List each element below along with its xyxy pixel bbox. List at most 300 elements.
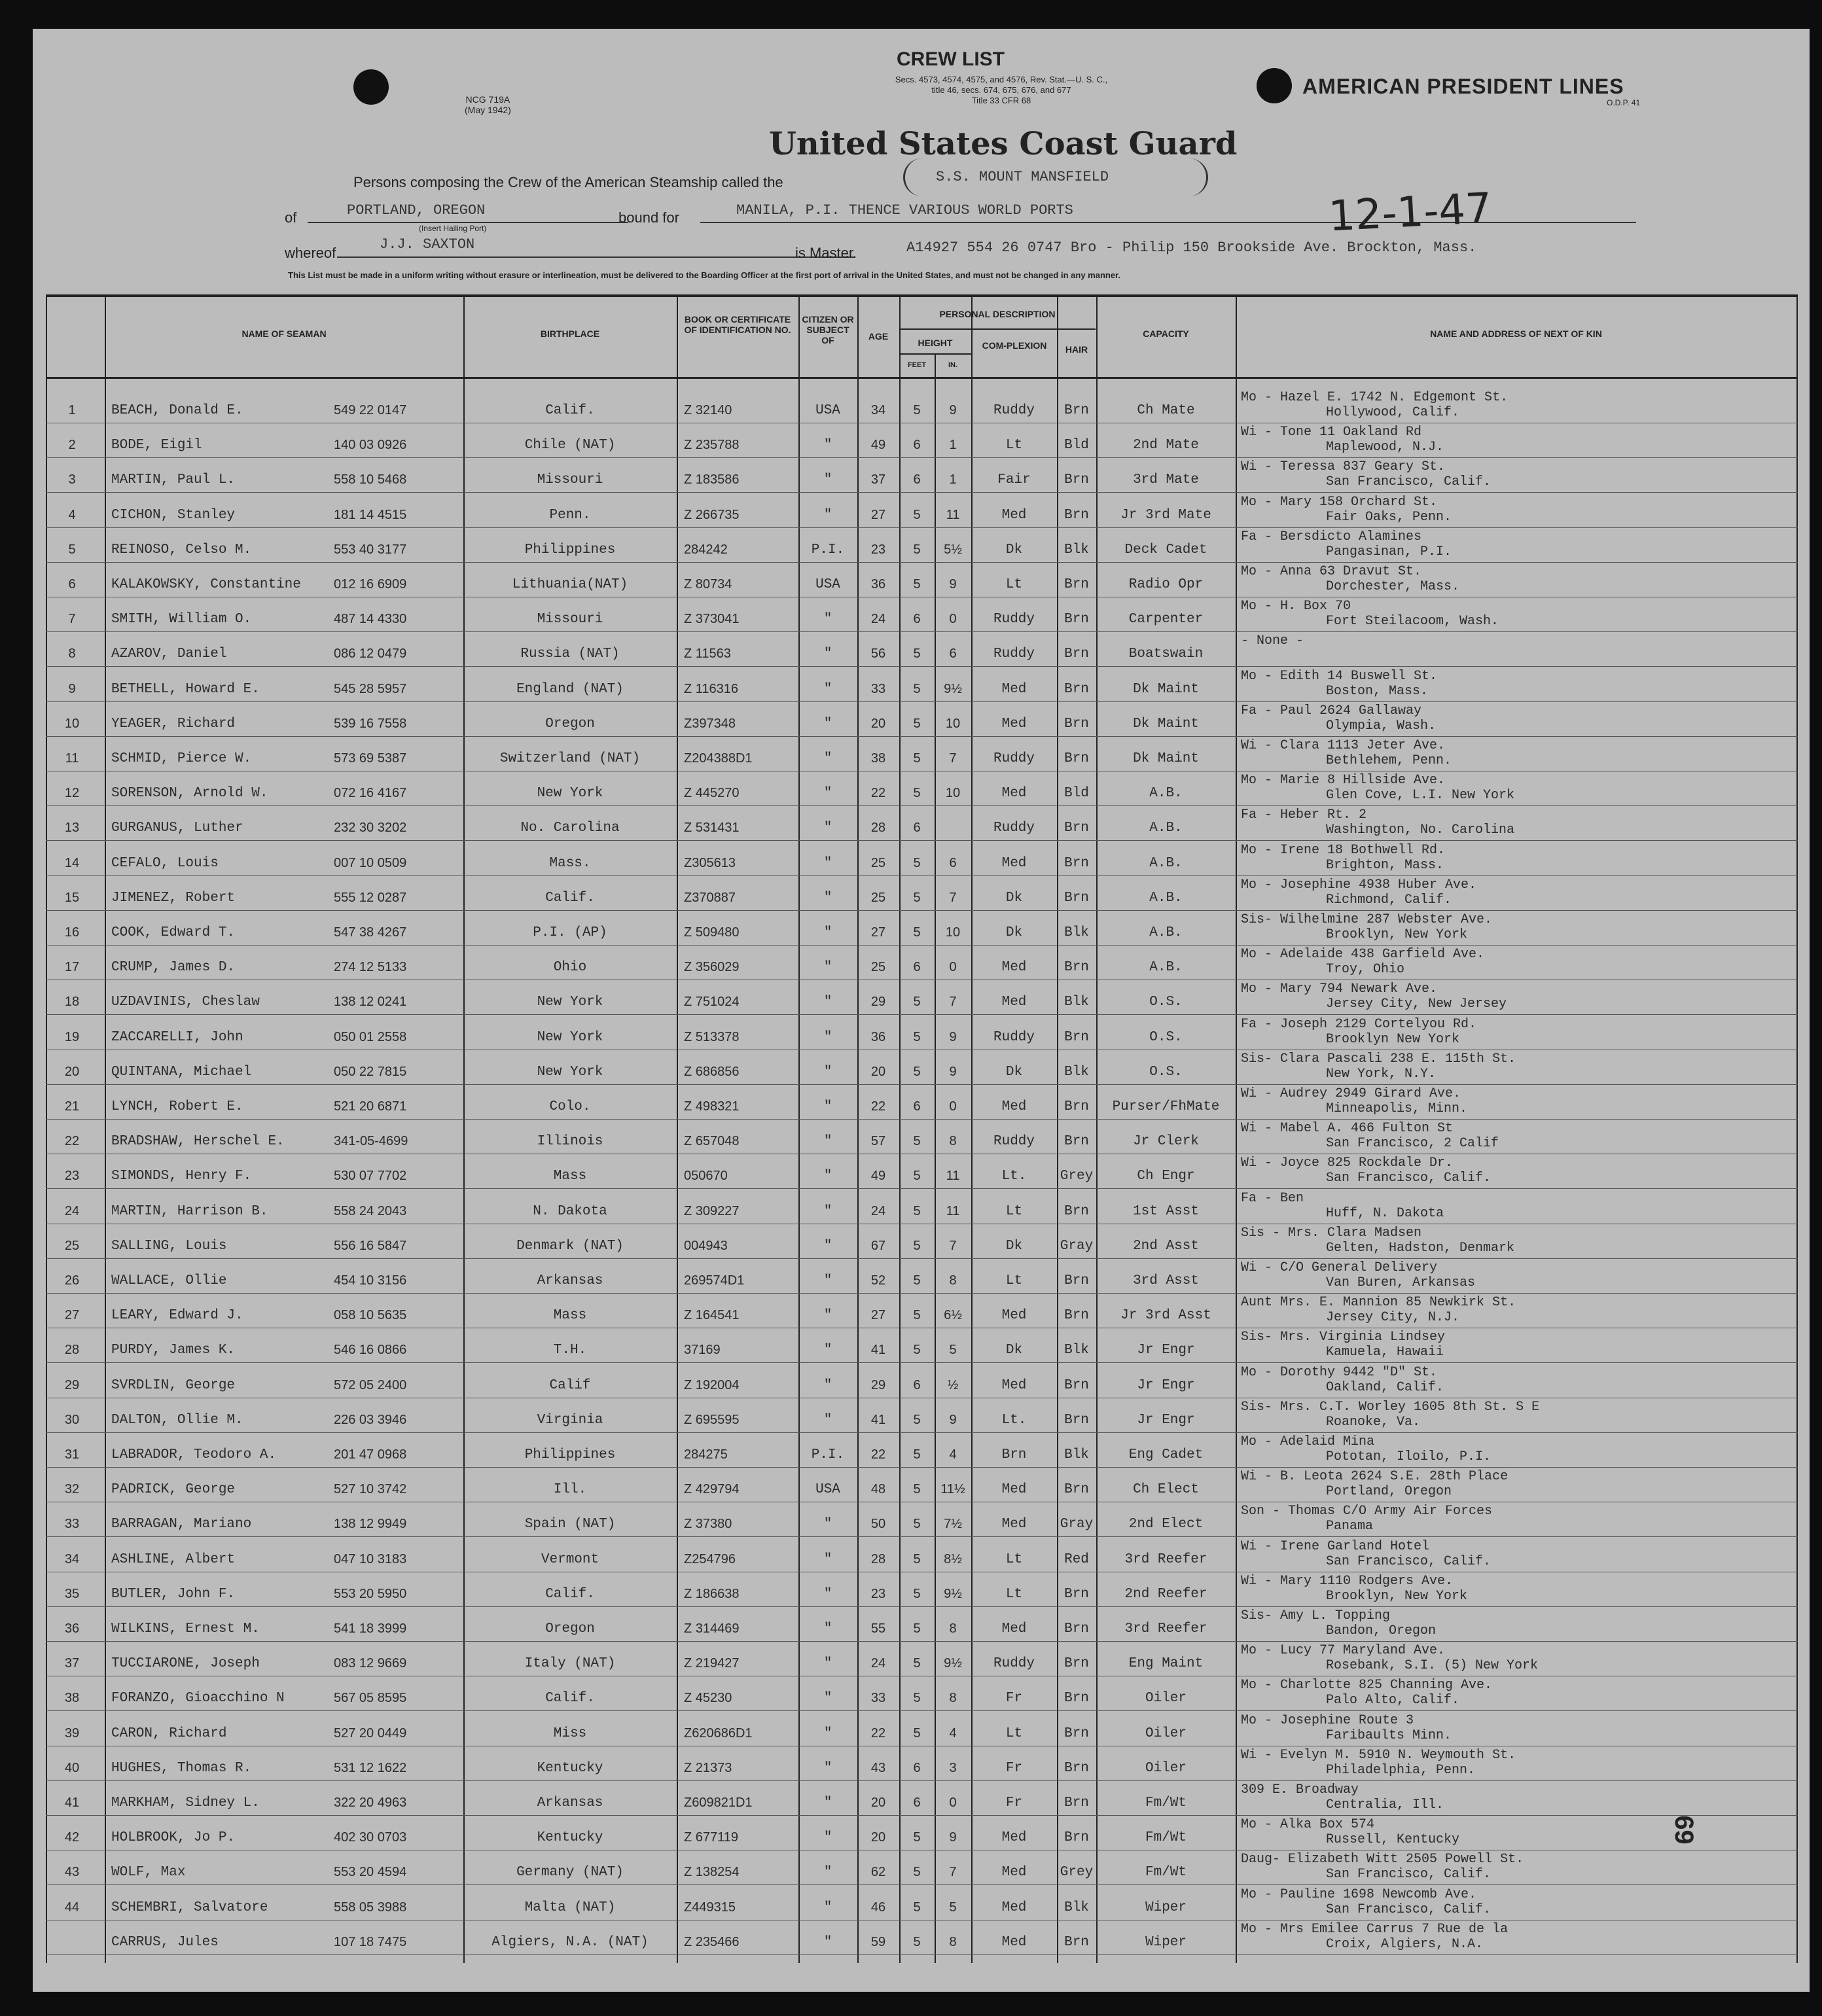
hair: Brn — [1064, 1412, 1089, 1428]
master-details: A14927 554 26 0747 Bro - Philip 150 Brookside Ave. Brockton, Mass. — [906, 239, 1477, 256]
seaman-name: JIMENEZ, Robert — [111, 890, 236, 906]
height-inches: 8 — [949, 1621, 957, 1636]
row-number: 16 — [64, 925, 80, 940]
height-feet: 5 — [913, 1447, 921, 1462]
age: 23 — [870, 1586, 886, 1601]
birthplace: England (NAT) — [516, 681, 624, 697]
capacity: Ch Elect — [1133, 1482, 1199, 1498]
height-feet: 5 — [913, 1934, 921, 1949]
height-inches: 0 — [949, 960, 957, 975]
seaman-ssn: 322 20 4963 — [334, 1795, 407, 1810]
birthplace: Illinois — [537, 1134, 603, 1150]
next-of-kin-line1: Wi - Joyce 825 Rockdale Dr. — [1241, 1156, 1454, 1171]
height-feet: 5 — [913, 1343, 921, 1358]
citizenship: " — [823, 1551, 832, 1567]
certificate-number: Z620686D1 — [684, 1725, 753, 1741]
complexion: Dk — [1005, 1238, 1023, 1254]
height-inches: 9½ — [944, 1656, 962, 1671]
seaman-name: CRUMP, James D. — [111, 960, 236, 976]
hair: Blk — [1064, 542, 1089, 557]
next-of-kin-line2: Brighton, Mass. — [1326, 857, 1444, 873]
certificate-number: Z 37380 — [684, 1517, 732, 1532]
capacity: 2nd Elect — [1128, 1517, 1204, 1532]
complexion: Med — [1001, 1900, 1027, 1915]
birthplace: Italy (NAT) — [524, 1656, 616, 1672]
citizenship: " — [823, 1725, 832, 1741]
row-number: 20 — [64, 1064, 80, 1079]
complexion: Lt — [1005, 1273, 1023, 1288]
capacity: Oiler — [1145, 1691, 1187, 1707]
seaman-ssn: 274 12 5133 — [334, 960, 407, 975]
birthplace: Penn. — [549, 507, 591, 523]
capacity: Dk Maint — [1133, 681, 1199, 697]
citizenship: " — [823, 1795, 832, 1811]
seaman-ssn: 527 20 0449 — [334, 1725, 407, 1741]
height-inches: 9 — [949, 1830, 957, 1845]
birthplace: Vermont — [541, 1551, 599, 1567]
row-number: 31 — [64, 1447, 80, 1462]
personal-sub-divider — [899, 328, 1096, 330]
height-inches: 6 — [949, 855, 957, 870]
citizenship: " — [823, 1656, 832, 1672]
hair: Gray — [1060, 1238, 1094, 1254]
birthplace: Kentucky — [537, 1760, 603, 1776]
row-rule — [46, 736, 1798, 737]
height-feet: 6 — [913, 438, 921, 453]
col-header-book: BOOK OR CERTIFICATE OF IDENTIFICATION NO. — [684, 314, 791, 335]
next-of-kin-line1: Wi - C/O General Delivery — [1241, 1260, 1438, 1275]
header-bottom-border — [46, 377, 1798, 379]
height-inches: 0 — [949, 1795, 957, 1810]
height-inches: 0 — [949, 1099, 957, 1114]
complexion: Fair — [997, 472, 1031, 488]
next-of-kin-line2: Rosebank, S.I. (5) New York — [1326, 1658, 1539, 1674]
height-inches: 11 — [946, 1203, 960, 1218]
seaman-name: HOLBROOK, Jo P. — [111, 1830, 236, 1846]
certificate-number: Z 32140 — [684, 403, 732, 417]
certificate-number: 37169 — [684, 1343, 721, 1358]
row-rule — [46, 1884, 1798, 1885]
height-inches: 4 — [949, 1447, 957, 1462]
birthplace: Philippines — [524, 542, 616, 557]
next-of-kin-line1: 309 E. Broadway — [1241, 1782, 1359, 1797]
next-of-kin-line2: Dorchester, Mass. — [1326, 579, 1460, 594]
row-rule — [46, 1536, 1798, 1537]
next-of-kin-line2: Glen Cove, L.I. New York — [1326, 788, 1515, 804]
capacity: 1st Asst — [1133, 1203, 1199, 1219]
seaman-ssn: 487 14 4330 — [334, 612, 407, 627]
complexion: Ruddy — [993, 1029, 1035, 1045]
row-rule — [46, 562, 1798, 563]
seaman-name: BODE, Eigil — [111, 438, 202, 453]
certificate-number: Z 356029 — [684, 960, 740, 975]
certificate-number: Z 235466 — [684, 1934, 740, 1949]
form-title: CREW LIST — [897, 48, 1005, 70]
certificate-number: 284275 — [684, 1447, 728, 1462]
row-number: 10 — [64, 716, 80, 731]
certificate-number: Z 80734 — [684, 577, 732, 592]
hair: Brn — [1064, 507, 1089, 523]
next-of-kin-line2: San Francisco, Calif. — [1326, 1553, 1492, 1569]
col-divider — [105, 294, 106, 1963]
seaman-ssn: 083 12 9669 — [334, 1656, 407, 1671]
seaman-name: CEFALO, Louis — [111, 855, 219, 871]
col-header-capacity: CAPACITY — [1143, 328, 1189, 339]
certificate-number: Z370887 — [684, 890, 736, 905]
complexion: Dk — [1005, 542, 1023, 557]
height-feet: 5 — [913, 1308, 921, 1323]
birthplace: New York — [537, 1064, 603, 1080]
next-of-kin-line2: Portland, Oregon — [1326, 1484, 1452, 1500]
citizenship: " — [823, 1691, 832, 1707]
seaman-name: MARKHAM, Sidney L. — [111, 1795, 260, 1811]
complexion: Ruddy — [993, 821, 1035, 836]
statute-line: title 46, secs. 674, 675, 676, and 677 — [931, 85, 1071, 95]
hair: Brn — [1064, 1656, 1089, 1672]
capacity: Dk Maint — [1133, 716, 1199, 732]
capacity: Radio Opr — [1128, 577, 1204, 592]
complexion: Med — [1001, 1377, 1027, 1393]
crew-table — [46, 294, 1798, 1963]
master-label: is Master. — [795, 245, 857, 261]
hair: Brn — [1064, 716, 1089, 732]
age: 25 — [870, 960, 886, 975]
seaman-name: BEACH, Donald E. — [111, 403, 243, 418]
next-of-kin-line1: Son - Thomas C/O Army Air Forces — [1241, 1504, 1493, 1519]
citizenship: " — [823, 681, 832, 697]
punch-hole — [1257, 68, 1292, 103]
row-number: 44 — [64, 1900, 80, 1915]
row-number: 32 — [64, 1482, 80, 1497]
height-feet: 5 — [913, 855, 921, 870]
ship-name: S.S. MOUNT MANSFIELD — [936, 169, 1109, 185]
next-of-kin-line1: Daug- Elizabeth Witt 2505 Powell St. — [1241, 1852, 1524, 1867]
row-number: 4 — [68, 507, 76, 522]
complexion: Med — [1001, 1830, 1027, 1846]
seaman-ssn: 541 18 3999 — [334, 1621, 407, 1636]
complexion: Fr — [1005, 1795, 1023, 1811]
citizenship: " — [823, 1760, 832, 1776]
next-of-kin-line1: Mo - Mary 794 Newark Ave. — [1241, 981, 1438, 997]
certificate-number: Z 657048 — [684, 1134, 740, 1149]
birthplace: Malta (NAT) — [524, 1900, 616, 1915]
next-of-kin-line1: Mo - H. Box 70 — [1241, 599, 1351, 614]
row-number: 2 — [68, 438, 76, 453]
row-number: 22 — [64, 1134, 80, 1149]
height-feet: 5 — [913, 1134, 921, 1149]
complexion: Med — [1001, 681, 1027, 697]
height-inches: 9 — [949, 403, 957, 417]
citizenship: " — [823, 1865, 832, 1881]
birthplace: Kentucky — [537, 1830, 603, 1846]
seaman-name: TUCCIARONE, Joseph — [111, 1656, 260, 1672]
row-number: 19 — [64, 1029, 80, 1044]
height-inches: 5 — [949, 1343, 957, 1358]
seaman-ssn: 555 12 0287 — [334, 890, 407, 905]
certificate-number: Z 138254 — [684, 1865, 740, 1880]
seaman-ssn: 553 20 4594 — [334, 1865, 407, 1880]
next-of-kin-line2: Fair Oaks, Penn. — [1326, 509, 1452, 525]
seaman-ssn: 086 12 0479 — [334, 646, 407, 662]
height-inches: 7 — [949, 995, 957, 1010]
next-of-kin-line1: Mo - Mary 158 Orchard St. — [1241, 494, 1438, 510]
capacity: Fm/Wt — [1145, 1795, 1187, 1811]
age: 49 — [870, 1169, 886, 1184]
height-feet: 5 — [913, 1586, 921, 1601]
next-of-kin-line2: Maplewood, N.J. — [1326, 440, 1444, 455]
capacity: Deck Cadet — [1124, 542, 1207, 557]
age: 22 — [870, 786, 886, 801]
age: 27 — [870, 925, 886, 940]
complexion: Lt — [1005, 1551, 1023, 1567]
height-feet: 5 — [913, 1064, 921, 1079]
height-feet: 6 — [913, 1377, 921, 1392]
next-of-kin-line1: Wi - Clara 1113 Jeter Ave. — [1241, 738, 1446, 753]
age: 41 — [870, 1412, 886, 1427]
height-inches: 1 — [949, 438, 957, 453]
handwritten-date: 12-1-47 — [1327, 184, 1493, 241]
next-of-kin-line1: Mo - Josephine 4938 Huber Ave. — [1241, 877, 1477, 893]
row-number: 26 — [64, 1273, 80, 1288]
next-of-kin-line1: Mo - Adelaide 438 Garfield Ave. — [1241, 947, 1485, 963]
capacity: 3rd Reefer — [1124, 1551, 1207, 1567]
capacity: Ch Mate — [1137, 403, 1195, 418]
citizenship: " — [823, 995, 832, 1010]
seaman-name: MARTIN, Paul L. — [111, 472, 236, 488]
capacity: A.B. — [1149, 890, 1183, 906]
next-of-kin-line2: Jersey City, N.J. — [1326, 1310, 1460, 1326]
next-of-kin-line2: Jersey City, New Jersey — [1326, 997, 1507, 1012]
row-rule — [46, 527, 1798, 528]
row-number: 41 — [64, 1795, 80, 1810]
citizenship: " — [823, 1134, 832, 1150]
seaman-name: QUINTANA, Michael — [111, 1064, 252, 1080]
row-rule — [46, 1188, 1798, 1189]
certificate-number: Z 192004 — [684, 1377, 740, 1392]
height-feet: 5 — [913, 1725, 921, 1741]
height-feet: 5 — [913, 646, 921, 662]
next-of-kin-line1: Fa - Heber Rt. 2 — [1241, 807, 1367, 823]
age: 38 — [870, 751, 886, 766]
row-rule — [46, 1119, 1798, 1120]
next-of-kin-line2: Van Buren, Arkansas — [1326, 1275, 1476, 1290]
row-rule — [46, 1362, 1798, 1363]
next-of-kin-line1: Mo - Anna 63 Dravut St. — [1241, 564, 1422, 579]
table-top-border — [46, 294, 1798, 297]
next-of-kin-line2: San Francisco, Calif. — [1326, 474, 1492, 490]
complexion: Brn — [1001, 1447, 1027, 1462]
col-header-personal: PERSONAL DESCRIPTION — [939, 309, 1056, 319]
height-feet: 5 — [913, 995, 921, 1010]
row-number: 7 — [68, 612, 76, 627]
height-feet: 6 — [913, 612, 921, 627]
citizenship: " — [823, 646, 832, 662]
seaman-name: BRADSHAW, Herschel E. — [111, 1134, 285, 1150]
row-rule — [46, 1606, 1798, 1607]
capacity: Jr Engr — [1137, 1412, 1195, 1428]
capacity: Boatswain — [1128, 646, 1204, 662]
certificate-number: Z254796 — [684, 1551, 736, 1566]
hair: Blk — [1064, 995, 1089, 1010]
certificate-number: Z 509480 — [684, 925, 740, 940]
col-divider — [1796, 294, 1798, 1963]
height-inches: 7 — [949, 751, 957, 766]
seaman-ssn: 181 14 4515 — [334, 507, 407, 522]
capacity: Ch Engr — [1137, 1169, 1195, 1184]
age: 33 — [870, 681, 886, 696]
seaman-ssn: 402 30 0703 — [334, 1830, 407, 1845]
age: 20 — [870, 716, 886, 731]
height-inches: 9 — [949, 1064, 957, 1079]
seaman-ssn: 007 10 0509 — [334, 855, 407, 870]
hair: Brn — [1064, 1482, 1089, 1498]
certificate-number: Z 186638 — [684, 1586, 740, 1601]
next-of-kin-line1: Mo - Mrs Emilee Carrus 7 Rue de la — [1241, 1921, 1509, 1937]
next-of-kin-line2: San Francisco, Calif. — [1326, 1171, 1492, 1186]
next-of-kin-line2: Minneapolis, Minn. — [1326, 1101, 1468, 1116]
seaman-ssn: 567 05 8595 — [334, 1691, 407, 1706]
hair: Brn — [1064, 681, 1089, 697]
row-number: 21 — [64, 1099, 80, 1114]
certificate-number: Z 235788 — [684, 438, 740, 453]
age: 52 — [870, 1273, 886, 1288]
capacity: A.B. — [1149, 925, 1183, 940]
seaman-ssn: 050 01 2558 — [334, 1029, 407, 1044]
height-feet: 6 — [913, 1099, 921, 1114]
next-of-kin-line2: San Francisco, Calif. — [1326, 1901, 1492, 1917]
seaman-name: BARRAGAN, Mariano — [111, 1517, 252, 1532]
birthplace: Calif. — [545, 1586, 595, 1602]
next-of-kin-line2: San Francisco, Calif. — [1326, 1867, 1492, 1883]
row-rule — [46, 1258, 1798, 1259]
birthplace: Miss — [553, 1725, 587, 1741]
hair: Brn — [1064, 612, 1089, 628]
next-of-kin-line1: Wi - Audrey 2949 Girard Ave. — [1241, 1086, 1461, 1101]
height-inches: 6½ — [944, 1308, 962, 1323]
row-number: 12 — [64, 786, 80, 801]
citizenship: " — [823, 960, 832, 976]
row-number: 28 — [64, 1343, 80, 1358]
height-inches: 7 — [949, 890, 957, 905]
next-of-kin-line1: Fa - Bersdicto Alamines — [1241, 529, 1422, 544]
certificate-number: Z 498321 — [684, 1099, 740, 1114]
birthplace: Mass — [553, 1169, 587, 1184]
birthplace: Arkansas — [537, 1273, 603, 1288]
complexion: Med — [1001, 1482, 1027, 1498]
row-number: 17 — [64, 960, 80, 975]
punch-hole — [353, 69, 389, 105]
age: 24 — [870, 1203, 886, 1218]
row-number: 25 — [64, 1238, 80, 1253]
seaman-name: SALLING, Louis — [111, 1238, 227, 1254]
citizenship: " — [823, 1517, 832, 1532]
complexion: Fr — [1005, 1691, 1023, 1707]
row-rule — [46, 1641, 1798, 1642]
age: 20 — [870, 1830, 886, 1845]
complexion: Dk — [1005, 890, 1023, 906]
height-inches: 7½ — [944, 1517, 962, 1532]
form-number-code: NCG 719A — [465, 94, 510, 105]
hair: Blk — [1064, 1900, 1089, 1915]
certificate-number: Z397348 — [684, 716, 736, 731]
seaman-ssn: 012 16 6909 — [334, 577, 407, 592]
height-inches: 8 — [949, 1934, 957, 1949]
height-feet: 5 — [913, 1691, 921, 1706]
row-rule — [46, 1815, 1798, 1816]
certificate-number: Z 445270 — [684, 786, 740, 801]
birthplace: Calif. — [545, 403, 595, 418]
height-inches: 8 — [949, 1691, 957, 1706]
seaman-ssn: 047 10 3183 — [334, 1551, 407, 1566]
height-feet: 5 — [913, 542, 921, 557]
row-number: 1 — [68, 403, 76, 417]
seaman-ssn: 140 03 0926 — [334, 438, 407, 453]
seaman-name: YEAGER, Richard — [111, 716, 236, 732]
capacity: O.S. — [1149, 1064, 1183, 1080]
hair: Brn — [1064, 1934, 1089, 1950]
birthplace: Ill. — [553, 1482, 587, 1498]
seaman-name: WALLACE, Ollie — [111, 1273, 227, 1288]
age: 62 — [870, 1865, 886, 1880]
capacity: Oiler — [1145, 1760, 1187, 1776]
capacity: Jr 3rd Asst — [1120, 1308, 1211, 1324]
complexion: Lt. — [1001, 1412, 1027, 1428]
seaman-name: LYNCH, Robert E. — [111, 1099, 243, 1114]
citizenship: " — [823, 1203, 832, 1219]
seaman-name: LABRADOR, Teodoro A. — [111, 1447, 277, 1462]
citizenship: " — [823, 1273, 832, 1288]
next-of-kin-line1: Wi - Teressa 837 Geary St. — [1241, 459, 1446, 475]
citizenship: " — [823, 1830, 832, 1846]
next-of-kin-line2: Troy, Ohio — [1326, 962, 1405, 978]
age: 25 — [870, 855, 886, 870]
citizenship: " — [823, 507, 832, 523]
certificate-number: Z204388D1 — [684, 751, 753, 766]
birthplace: Spain (NAT) — [524, 1517, 616, 1532]
capacity: A.B. — [1149, 855, 1183, 871]
next-of-kin-line2: Bandon, Oregon — [1326, 1623, 1437, 1638]
row-rule — [46, 1432, 1798, 1433]
height-inches: 1 — [949, 472, 957, 487]
next-of-kin-line2: Brooklyn, New York — [1326, 1588, 1468, 1604]
citizenship: " — [823, 472, 832, 488]
complexion: Med — [1001, 855, 1027, 871]
certificate-number: Z 21373 — [684, 1760, 732, 1775]
height-feet: 5 — [913, 786, 921, 801]
row-rule — [46, 875, 1798, 876]
next-of-kin-line1: Sis- Mrs. Virginia Lindsey — [1241, 1330, 1446, 1345]
next-of-kin-line1: Wi - Irene Garland Hotel — [1241, 1538, 1430, 1554]
statute-reference — [818, 75, 1185, 106]
citizenship: " — [823, 1099, 832, 1114]
certificate-number: Z 11563 — [684, 646, 731, 662]
complexion: Med — [1001, 1621, 1027, 1636]
age: 41 — [870, 1343, 886, 1358]
certificate-number: 284242 — [684, 542, 728, 557]
height-feet: 5 — [913, 925, 921, 940]
row-rule — [46, 492, 1798, 493]
next-of-kin-line1: Mo - Josephine Route 3 — [1241, 1712, 1414, 1728]
col-header-inches: IN. — [948, 361, 958, 369]
next-of-kin-line2: Richmond, Calif. — [1326, 892, 1452, 908]
next-of-kin-line2: Washington, No. Carolina — [1326, 822, 1515, 838]
row-number: 9 — [68, 681, 76, 696]
height-feet: 5 — [913, 1273, 921, 1288]
row-number: 5 — [68, 542, 76, 557]
age: 29 — [870, 995, 886, 1010]
complexion: Med — [1001, 960, 1027, 976]
next-of-kin-line1: Mo - Lucy 77 Maryland Ave. — [1241, 1643, 1446, 1659]
